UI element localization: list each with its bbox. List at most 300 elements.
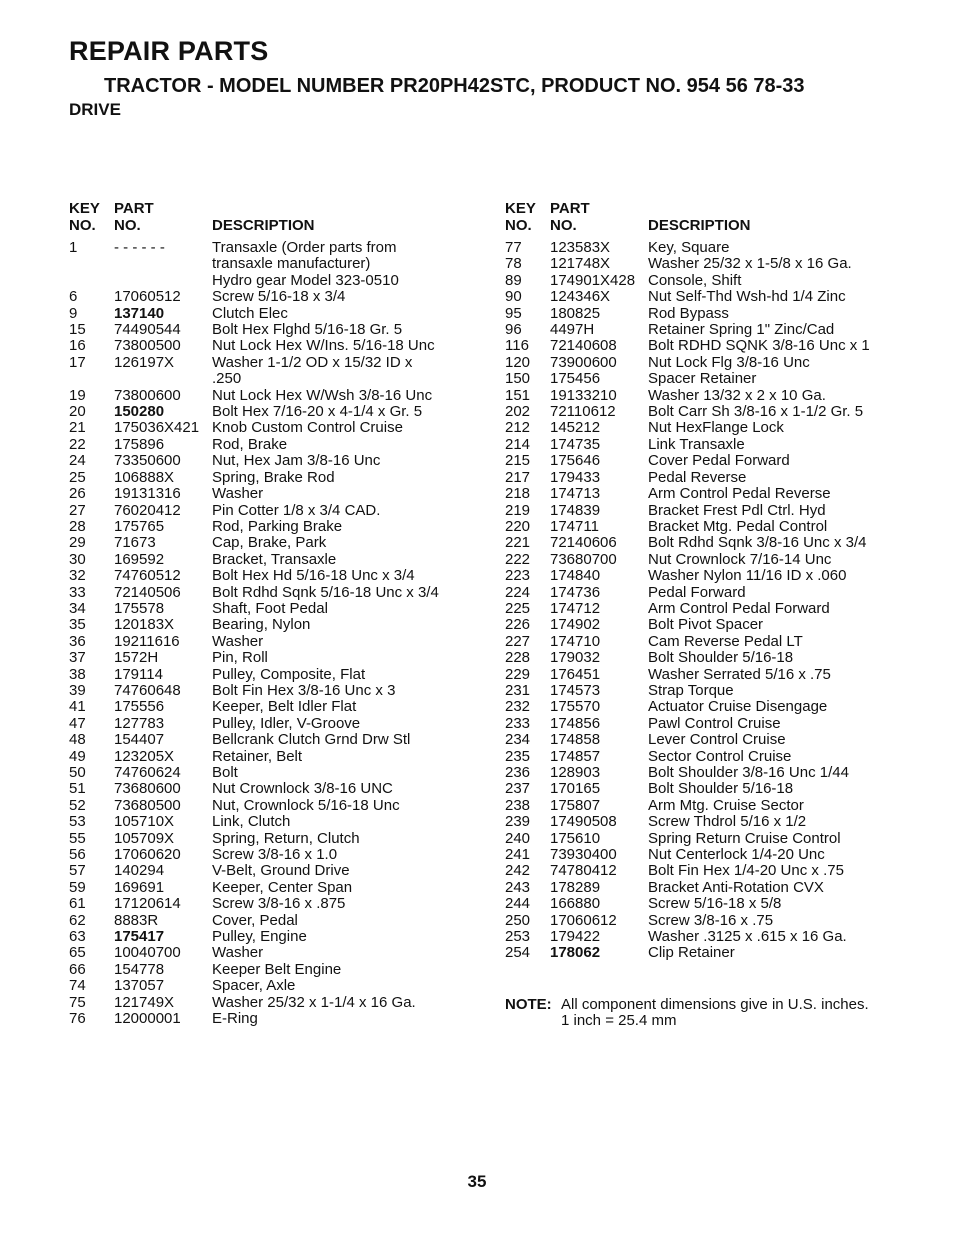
description — [648, 519, 890, 535]
page-number: 35 — [467, 1172, 487, 1191]
description-line: Rod Bypass — [648, 304, 729, 322]
description — [648, 453, 890, 469]
table-row — [505, 486, 890, 502]
description-line: Bolt RDHD SQNK 3/8-16 Unc x 1 — [648, 337, 870, 355]
description-line: Keeper, Belt Idler Flat — [212, 698, 357, 716]
description — [212, 355, 479, 388]
table-row — [69, 601, 479, 617]
description-line: Bracket Frest Pdl Ctrl. Hyd — [648, 501, 826, 519]
table-row — [69, 650, 479, 666]
table-row — [505, 568, 890, 584]
description-line: transaxle manufacturer) — [212, 255, 371, 273]
description-line: Nut Crownlock 3/8-16 UNC — [212, 780, 393, 798]
part-no: 72140608 — [550, 337, 617, 355]
description — [648, 289, 890, 305]
table-row — [69, 978, 479, 994]
table-row — [505, 716, 890, 732]
description-line: Pawl Control Cruise — [648, 714, 781, 732]
description-line: Washer Nylon 11/16 ID x .060 — [648, 567, 847, 585]
table-row — [505, 863, 890, 879]
description-line: Bolt Rdhd Sqnk 5/16-18 Unc x 3/4 — [212, 583, 439, 601]
part-no: 17060512 — [114, 288, 181, 306]
key-no: 51 — [69, 780, 86, 798]
part-no: 73680600 — [114, 780, 181, 798]
key-no: 28 — [69, 517, 86, 535]
key-no: 26 — [69, 485, 86, 503]
table-row — [505, 437, 890, 453]
part-no: 74490544 — [114, 321, 181, 339]
key-no: 226 — [505, 616, 531, 634]
description-line: Spacer, Axle — [212, 977, 296, 995]
description — [212, 978, 479, 994]
description — [212, 601, 479, 617]
description — [212, 404, 479, 420]
part-no: 73680700 — [550, 550, 617, 568]
description — [648, 765, 890, 781]
description-line: Nut Lock Flg 3/8-16 Unc — [648, 353, 810, 371]
key-no: 32 — [69, 567, 86, 585]
description-header — [648, 201, 890, 234]
key-no: 27 — [69, 501, 86, 519]
key-header-line2: NO. — [69, 216, 96, 234]
description — [212, 683, 479, 699]
part-no: 137057 — [114, 977, 165, 995]
description-line: Bellcrank Clutch Grnd Drw Stl — [212, 731, 411, 749]
part-no: 178289 — [550, 878, 601, 896]
description-line: Washer — [212, 944, 264, 962]
table-row — [505, 388, 890, 404]
key-no: 47 — [69, 714, 86, 732]
description-line: Key, Square — [648, 239, 730, 256]
table-row — [505, 945, 890, 961]
description — [212, 289, 479, 305]
part-no: 17120614 — [114, 895, 181, 913]
description-line: E-Ring — [212, 1010, 258, 1028]
table-row — [69, 863, 479, 879]
key-no: 57 — [69, 862, 86, 880]
part-no: 174713 — [550, 485, 601, 503]
key-no: 227 — [505, 632, 531, 650]
description — [212, 486, 479, 502]
key-no: 76 — [69, 1010, 86, 1028]
description-line: Arm Control Pedal Reverse — [648, 485, 831, 503]
key-no: 22 — [69, 435, 86, 453]
table-row — [69, 814, 479, 830]
table-row — [505, 470, 890, 486]
key-no: 236 — [505, 764, 531, 781]
description-line: Arm Mtg. Cruise Sector — [648, 796, 804, 814]
description-line: Washer 13/32 x 2 x 10 Ga. — [648, 386, 826, 404]
description-line: Bolt Hex Hd 5/16-18 Unc x 3/4 — [212, 567, 415, 585]
table-row — [505, 535, 890, 551]
description-line: Pin Cotter 1/8 x 3/4 CAD. — [212, 501, 381, 519]
description-line: Console, Shift — [648, 271, 742, 289]
part-no: 73930400 — [550, 846, 617, 864]
key-no: 214 — [505, 435, 531, 453]
part-header-line2: NO. — [550, 216, 577, 234]
key-no: 228 — [505, 649, 531, 667]
part-no: 72140506 — [114, 583, 181, 601]
description — [648, 585, 890, 601]
part-no: 180825 — [550, 304, 601, 322]
description — [648, 437, 890, 453]
key-no: 219 — [505, 501, 531, 519]
description-line: Rod, Parking Brake — [212, 517, 343, 535]
table-row — [505, 650, 890, 666]
table-row — [69, 683, 479, 699]
description-line: Retainer, Belt — [212, 747, 303, 765]
key-no: 233 — [505, 714, 531, 732]
description-line: Nut Lock Hex W/Ins. 5/16-18 Unc — [212, 337, 435, 355]
key-no: 55 — [69, 829, 86, 847]
description — [648, 896, 890, 912]
description-line: Washer 1-1/2 OD x 15/32 ID x — [212, 353, 413, 371]
description — [648, 322, 890, 338]
part-no: 19133210 — [550, 386, 617, 404]
table-row — [505, 896, 890, 912]
description — [648, 634, 890, 650]
description-line: Spring Return Cruise Control — [648, 829, 841, 847]
description — [648, 617, 890, 633]
description-line: Bolt Pivot Spacer — [648, 616, 764, 634]
description — [212, 814, 479, 830]
key-no: 238 — [505, 796, 531, 814]
key-no: 65 — [69, 944, 86, 962]
part-no: 175556 — [114, 698, 165, 716]
table-row — [69, 388, 479, 404]
table-row — [69, 503, 479, 519]
description — [212, 667, 479, 683]
description — [212, 617, 479, 633]
note-label: NOTE: — [505, 996, 552, 1013]
table-row — [505, 256, 890, 272]
key-no: 77 — [505, 239, 522, 256]
description — [648, 568, 890, 584]
description-header — [212, 201, 479, 234]
description-line: Nut Self-Thd Wsh-hd 1/4 Zinc — [648, 288, 846, 306]
table-row — [505, 880, 890, 896]
description — [648, 814, 890, 830]
key-no-header — [69, 201, 114, 234]
part-no: 121749X — [114, 993, 175, 1011]
description — [212, 552, 479, 568]
description-line: Screw Thdrol 5/16 x 1/2 — [648, 813, 807, 831]
key-no: 78 — [505, 255, 522, 273]
table-row — [69, 355, 479, 388]
key-no: 56 — [69, 846, 86, 864]
description-line: Arm Control Pedal Forward — [648, 599, 830, 617]
part-no: 127783 — [114, 714, 165, 732]
part-no: 128903 — [550, 764, 601, 781]
description-line: Strap Torque — [648, 681, 734, 699]
table-row — [69, 945, 479, 961]
part-no: 10040700 — [114, 944, 181, 962]
table-row — [69, 929, 479, 945]
description — [648, 306, 890, 322]
part-no: 145212 — [550, 419, 601, 437]
table-row — [505, 552, 890, 568]
part-no: 19131316 — [114, 485, 181, 503]
description — [648, 781, 890, 797]
part-no: 137140 — [114, 304, 165, 322]
table-row — [505, 699, 890, 715]
description — [212, 929, 479, 945]
key-no: 39 — [69, 681, 86, 699]
description-line: Transaxle (Order parts from — [212, 239, 397, 256]
table-row — [505, 355, 890, 371]
description — [212, 749, 479, 765]
description-line: Washer 25/32 x 1-1/4 x 16 Ga. — [212, 993, 416, 1011]
part-no: 175646 — [550, 452, 601, 470]
note-line: 1 inch = 25.4 mm — [561, 1012, 677, 1030]
table-row — [69, 240, 479, 289]
table-row — [505, 781, 890, 797]
table-row — [505, 798, 890, 814]
description-line: Nut, Crownlock 5/16-18 Unc — [212, 796, 400, 814]
parts-table-left — [69, 201, 479, 1028]
description-line: Pulley, Idler, V-Groove — [212, 714, 361, 732]
description — [648, 650, 890, 666]
key-no: 235 — [505, 747, 531, 765]
key-no: 20 — [69, 403, 86, 421]
description — [648, 749, 890, 765]
table-row — [69, 338, 479, 354]
key-no: 242 — [505, 862, 531, 880]
table-row — [505, 338, 890, 354]
description-line: Link, Clutch — [212, 813, 291, 831]
table-row — [505, 683, 890, 699]
key-no: 120 — [505, 353, 531, 371]
part-no: 174856 — [550, 714, 601, 732]
description — [648, 404, 890, 420]
table-row — [69, 749, 479, 765]
table-row — [69, 437, 479, 453]
description-line: Cam Reverse Pedal LT — [648, 632, 803, 650]
description — [212, 798, 479, 814]
table-row — [69, 486, 479, 502]
description — [212, 453, 479, 469]
description — [648, 732, 890, 748]
table-row — [69, 798, 479, 814]
description-line: Bracket Mtg. Pedal Control — [648, 517, 828, 535]
part-no: 174858 — [550, 731, 601, 749]
table-row — [69, 289, 479, 305]
part-no: 179032 — [550, 649, 601, 667]
description — [212, 716, 479, 732]
description-line: Pin, Roll — [212, 649, 268, 667]
table-row — [69, 716, 479, 732]
key-header-line2: NO. — [505, 216, 532, 234]
key-no: 62 — [69, 911, 86, 929]
table-row — [505, 240, 890, 256]
table-row — [505, 585, 890, 601]
key-no: 30 — [69, 550, 86, 568]
part-no: 8883R — [114, 911, 159, 929]
table-header — [69, 201, 479, 234]
part-no: 105710X — [114, 813, 175, 831]
description-line: Bolt Hex Flghd 5/16-18 Gr. 5 — [212, 321, 403, 339]
key-no: 35 — [69, 616, 86, 634]
description-line: Screw 5/16-18 x 3/4 — [212, 288, 346, 306]
parts-rows-right — [505, 240, 890, 962]
table-row — [69, 519, 479, 535]
part-no: 176451 — [550, 665, 601, 683]
part-no: 175578 — [114, 599, 165, 617]
description — [212, 634, 479, 650]
description-line: Bolt Carr Sh 3/8-16 x 1-1/2 Gr. 5 — [648, 403, 864, 421]
key-no: 15 — [69, 321, 86, 339]
part-no: 71673 — [114, 534, 156, 552]
key-no: 95 — [505, 304, 522, 322]
key-no: 244 — [505, 895, 531, 913]
key-no: 240 — [505, 829, 531, 847]
table-row — [69, 699, 479, 715]
key-no: 19 — [69, 386, 86, 404]
key-no: 150 — [505, 370, 531, 388]
part-header-line1: PART — [550, 200, 590, 217]
part-no: 174901X428 — [550, 271, 636, 289]
description — [212, 568, 479, 584]
description — [648, 667, 890, 683]
key-header-line1: KEY — [505, 200, 536, 217]
table-row — [505, 519, 890, 535]
part-no: 174902 — [550, 616, 601, 634]
description — [648, 355, 890, 371]
key-no: 34 — [69, 599, 86, 617]
key-no: 63 — [69, 928, 86, 946]
description-line: Screw 3/8-16 x 1.0 — [212, 846, 338, 864]
description — [212, 995, 479, 1011]
description-line: Spacer Retainer — [648, 370, 757, 388]
description-line: Spring, Brake Rod — [212, 468, 335, 486]
key-no: 229 — [505, 665, 531, 683]
key-no: 225 — [505, 599, 531, 617]
description — [648, 552, 890, 568]
description — [212, 896, 479, 912]
description — [648, 371, 890, 387]
description — [212, 240, 479, 289]
table-row — [69, 880, 479, 896]
description-line: Spring, Return, Clutch — [212, 829, 360, 847]
part-no: 179114 — [114, 665, 163, 683]
part-no: 174839 — [550, 501, 601, 519]
description — [648, 503, 890, 519]
description-line: Pulley, Engine — [212, 928, 307, 946]
description — [648, 240, 890, 256]
table-row — [69, 420, 479, 436]
description-line: Bolt Hex 7/16-20 x 4-1/4 x Gr. 5 — [212, 403, 423, 421]
description-line: Bolt Rdhd Sqnk 3/8-16 Unc x 3/4 — [648, 534, 867, 552]
description — [212, 847, 479, 863]
key-no: 52 — [69, 796, 86, 814]
description — [648, 863, 890, 879]
key-no: 33 — [69, 583, 86, 601]
key-no: 25 — [69, 468, 86, 486]
dimensions-note — [505, 997, 869, 1030]
part-no: 17060620 — [114, 846, 181, 864]
description — [212, 306, 479, 322]
part-no: 121748X — [550, 255, 611, 273]
description-line: Retainer Spring 1" Zinc/Cad — [648, 321, 835, 339]
description — [648, 535, 890, 551]
key-no: 48 — [69, 731, 86, 749]
key-no: 234 — [505, 731, 531, 749]
description-line: Nut Lock Hex W/Wsh 3/8-16 Unc — [212, 386, 433, 404]
part-no: 106888X — [114, 468, 175, 486]
description-line: Washer — [212, 632, 264, 650]
description — [648, 716, 890, 732]
key-no: 221 — [505, 534, 531, 552]
key-no: 116 — [505, 337, 529, 355]
description-line: Pedal Reverse — [648, 468, 747, 486]
description-line: Cover, Pedal — [212, 911, 298, 929]
key-no: 215 — [505, 452, 531, 470]
key-no: 239 — [505, 813, 531, 831]
key-no: 74 — [69, 977, 86, 995]
description-line: Washer Serrated 5/16 x .75 — [648, 665, 831, 683]
part-no: 174735 — [550, 435, 601, 453]
description-header-label: DESCRIPTION — [648, 216, 751, 234]
table-row — [69, 470, 479, 486]
part-header-line2: NO. — [114, 216, 141, 234]
key-no: 50 — [69, 764, 86, 781]
part-no: 124346X — [550, 288, 611, 306]
description-line: Nut Crownlock 7/16-14 Unc — [648, 550, 832, 568]
key-no-header — [505, 201, 550, 234]
part-no: 175807 — [550, 796, 601, 814]
description-line: V-Belt, Ground Drive — [212, 862, 350, 880]
table-row — [505, 732, 890, 748]
part-no: 17060612 — [550, 911, 617, 929]
part-no: 74760648 — [114, 681, 181, 699]
key-no: 232 — [505, 698, 531, 716]
part-no: 72110612 — [550, 403, 616, 421]
description-line: Pedal Forward — [648, 583, 746, 601]
part-no: 73680500 — [114, 796, 181, 814]
description — [648, 798, 890, 814]
part-no: - - - - - - — [114, 239, 165, 256]
key-no: 217 — [505, 468, 531, 486]
part-no: 150280 — [114, 403, 165, 421]
part-no: 154778 — [114, 960, 165, 978]
key-no: 250 — [505, 911, 531, 929]
table-row — [505, 667, 890, 683]
table-row — [69, 535, 479, 551]
part-no: 175765 — [114, 517, 165, 535]
description — [212, 519, 479, 535]
table-row — [69, 1011, 479, 1027]
table-row — [505, 601, 890, 617]
table-row — [505, 371, 890, 387]
part-no: 123583X — [550, 239, 611, 256]
description — [212, 470, 479, 486]
part-no-header — [114, 201, 212, 234]
description — [648, 683, 890, 699]
key-no: 151 — [505, 386, 531, 404]
part-no: 174857 — [550, 747, 601, 765]
key-no: 237 — [505, 780, 531, 798]
description — [212, 699, 479, 715]
table-row — [69, 913, 479, 929]
part-no: 169592 — [114, 550, 165, 568]
part-no: 175570 — [550, 698, 601, 716]
table-row — [505, 749, 890, 765]
parts-table-right — [505, 201, 890, 962]
part-no: 174736 — [550, 583, 601, 601]
key-no: 6 — [69, 288, 78, 306]
part-no: 175417 — [114, 928, 165, 946]
description-line: Bracket Anti-Rotation CVX — [648, 878, 824, 896]
